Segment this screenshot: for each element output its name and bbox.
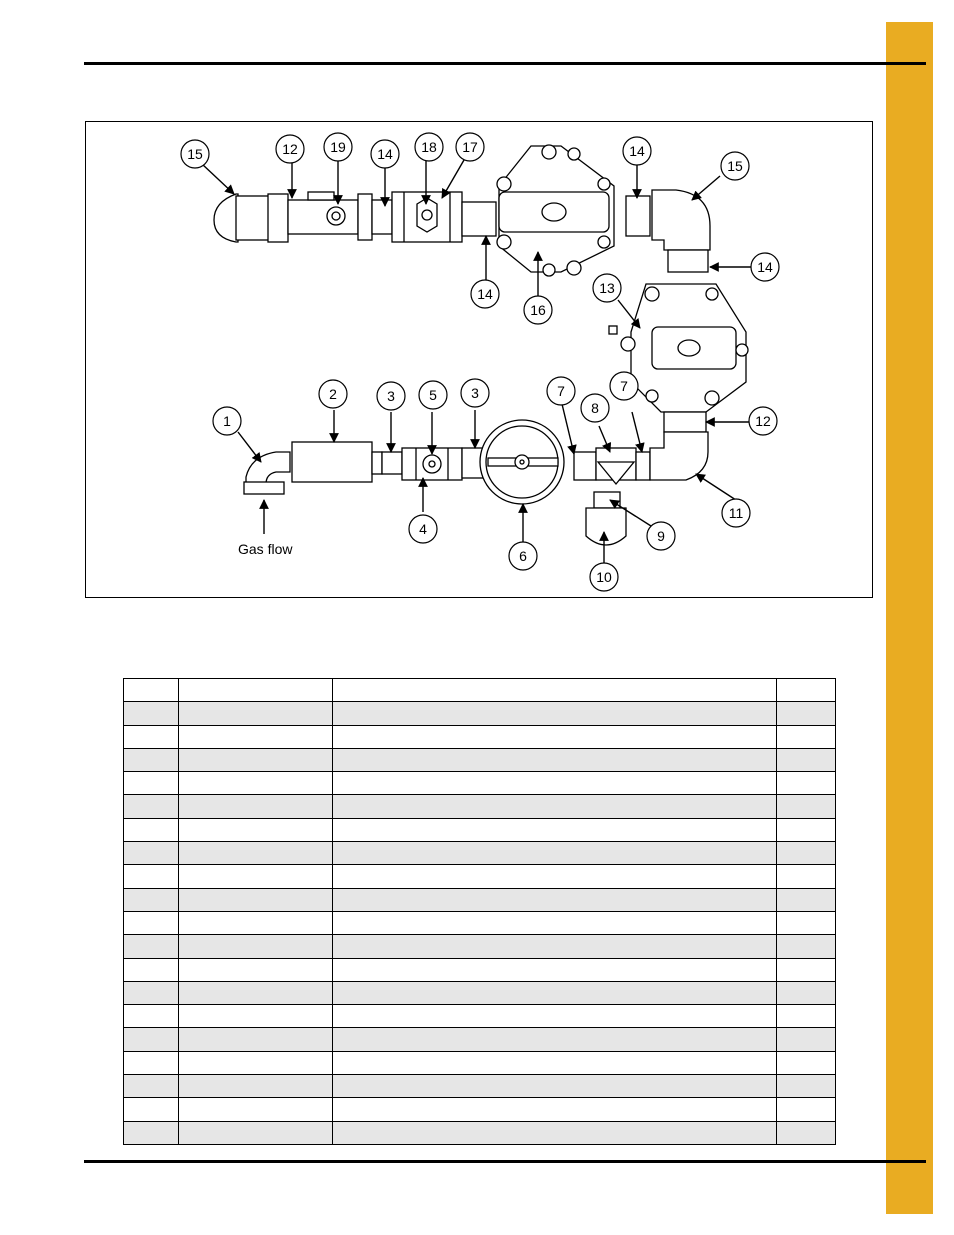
table-cell bbox=[124, 702, 179, 725]
table-cell bbox=[777, 935, 836, 958]
table-cell bbox=[124, 795, 179, 818]
table-row bbox=[124, 1051, 836, 1074]
table-cell bbox=[124, 981, 179, 1004]
table-cell bbox=[179, 725, 333, 748]
nipple-14-c bbox=[626, 196, 650, 236]
table-cell bbox=[124, 818, 179, 841]
table-cell bbox=[777, 958, 836, 981]
table-row bbox=[124, 1098, 836, 1121]
balloon-label: 4 bbox=[419, 521, 427, 537]
table-cell bbox=[179, 702, 333, 725]
gas-flow-label: Gas flow bbox=[238, 541, 293, 557]
elbow-15-left bbox=[214, 194, 238, 242]
balloon-label: 17 bbox=[462, 139, 478, 155]
table-cell bbox=[777, 772, 836, 795]
table-row bbox=[124, 818, 836, 841]
table-row bbox=[124, 981, 836, 1004]
table-cell bbox=[777, 1121, 836, 1144]
table-cell bbox=[777, 865, 836, 888]
table-cell bbox=[333, 818, 777, 841]
table-cell bbox=[179, 1005, 333, 1028]
table-cell bbox=[333, 772, 777, 795]
table-row bbox=[124, 795, 836, 818]
table-row bbox=[124, 888, 836, 911]
table-cell bbox=[777, 795, 836, 818]
table-cell bbox=[333, 911, 777, 934]
table-cell bbox=[777, 1098, 836, 1121]
elbow-11 bbox=[650, 432, 708, 480]
table-cell bbox=[179, 1051, 333, 1074]
table-cell bbox=[124, 1121, 179, 1144]
table-row bbox=[124, 842, 836, 865]
table-cell bbox=[777, 842, 836, 865]
table-row bbox=[124, 1075, 836, 1098]
table-row bbox=[124, 865, 836, 888]
table-cell bbox=[124, 865, 179, 888]
table-cell bbox=[179, 935, 333, 958]
header-cell bbox=[333, 679, 777, 702]
table-row bbox=[124, 935, 836, 958]
balloon-label: 19 bbox=[330, 139, 346, 155]
table-cell bbox=[333, 935, 777, 958]
table-row bbox=[124, 702, 836, 725]
table-cell bbox=[333, 1075, 777, 1098]
balloon-label: 8 bbox=[591, 400, 599, 416]
table-cell bbox=[124, 772, 179, 795]
table-row bbox=[124, 1005, 836, 1028]
nipple-14-b bbox=[462, 202, 496, 236]
balloon-label: 1 bbox=[223, 413, 231, 429]
table-cell bbox=[333, 1098, 777, 1121]
balloon-label: 12 bbox=[282, 141, 298, 157]
table-cell bbox=[333, 842, 777, 865]
table-header-row bbox=[124, 679, 836, 702]
balloon-label: 2 bbox=[329, 386, 337, 402]
table-cell bbox=[124, 1075, 179, 1098]
balloon-label: 5 bbox=[429, 387, 437, 403]
table-cell bbox=[124, 1051, 179, 1074]
table-cell bbox=[179, 842, 333, 865]
table-row bbox=[124, 772, 836, 795]
table-cell bbox=[333, 795, 777, 818]
section-side-tab bbox=[886, 22, 933, 1214]
balloon-label: 7 bbox=[620, 378, 628, 394]
table-cell bbox=[333, 981, 777, 1004]
balloon-label: 18 bbox=[421, 139, 437, 155]
nipple-7-b bbox=[636, 452, 650, 480]
table-cell bbox=[179, 1075, 333, 1098]
table-cell bbox=[179, 748, 333, 771]
table-cell bbox=[777, 818, 836, 841]
balloon-label: 14 bbox=[477, 286, 493, 302]
nipple-14-a bbox=[372, 200, 392, 234]
table-cell bbox=[777, 1075, 836, 1098]
table-cell bbox=[777, 1005, 836, 1028]
header-rule bbox=[84, 62, 926, 65]
balloon-label: 12 bbox=[755, 413, 771, 429]
table-cell bbox=[777, 725, 836, 748]
table-cell bbox=[124, 725, 179, 748]
table-row bbox=[124, 1028, 836, 1051]
ball-valve-19 bbox=[288, 200, 358, 234]
inlet-flange bbox=[244, 482, 284, 494]
header-cell bbox=[777, 679, 836, 702]
table-cell bbox=[333, 1051, 777, 1074]
table-cell bbox=[333, 702, 777, 725]
table-cell bbox=[333, 725, 777, 748]
table-cell bbox=[333, 1121, 777, 1144]
table-cell bbox=[179, 772, 333, 795]
balloon-label: 7 bbox=[557, 383, 565, 399]
table-cell bbox=[179, 911, 333, 934]
table-cell bbox=[124, 1005, 179, 1028]
balloon-label: 15 bbox=[727, 158, 743, 174]
table-cell bbox=[179, 795, 333, 818]
table-row bbox=[124, 1121, 836, 1144]
balloon-label: 9 bbox=[657, 528, 665, 544]
table-cell bbox=[179, 865, 333, 888]
table-cell bbox=[124, 748, 179, 771]
nipple-14-vertical bbox=[668, 250, 708, 272]
table-cell bbox=[333, 1028, 777, 1051]
balloon-label: 3 bbox=[387, 388, 395, 404]
gas-train-figure bbox=[85, 121, 873, 598]
elbow-1 bbox=[246, 452, 290, 484]
nipple-3-a bbox=[382, 452, 402, 474]
table-cell bbox=[333, 1005, 777, 1028]
parts-table bbox=[123, 678, 836, 1145]
table-cell bbox=[179, 1028, 333, 1051]
table-cell bbox=[777, 888, 836, 911]
table-cell bbox=[179, 1098, 333, 1121]
balloon-label: 10 bbox=[596, 569, 612, 585]
table-cell bbox=[333, 958, 777, 981]
elbow-15-right bbox=[652, 190, 710, 250]
balloon-label: 16 bbox=[530, 302, 546, 318]
balloon-label: 14 bbox=[629, 143, 645, 159]
table-row bbox=[124, 958, 836, 981]
filter-2 bbox=[292, 442, 372, 482]
table-cell bbox=[179, 958, 333, 981]
table-cell bbox=[179, 818, 333, 841]
table-row bbox=[124, 725, 836, 748]
table-cell bbox=[777, 1051, 836, 1074]
table-row bbox=[124, 748, 836, 771]
table-cell bbox=[179, 1121, 333, 1144]
table-cell bbox=[124, 1028, 179, 1051]
table-cell bbox=[124, 911, 179, 934]
table-cell bbox=[777, 1028, 836, 1051]
balloon-label: 14 bbox=[757, 259, 773, 275]
table-cell bbox=[179, 981, 333, 1004]
table-cell bbox=[777, 748, 836, 771]
balloon-label: 11 bbox=[728, 505, 744, 521]
table-cell bbox=[124, 935, 179, 958]
drip-leg-10 bbox=[586, 508, 626, 545]
header-cell bbox=[179, 679, 333, 702]
balloon-label: 13 bbox=[599, 280, 615, 296]
table-cell bbox=[333, 865, 777, 888]
table-cell bbox=[124, 1098, 179, 1121]
table-cell bbox=[179, 888, 333, 911]
table-cell bbox=[124, 958, 179, 981]
nipple-12-right bbox=[664, 412, 706, 432]
table-row bbox=[124, 911, 836, 934]
header-cell bbox=[124, 679, 179, 702]
balloon-label: 15 bbox=[187, 146, 203, 162]
balloon-label: 6 bbox=[519, 548, 527, 564]
balloon-label: 14 bbox=[377, 146, 393, 162]
table-cell bbox=[777, 911, 836, 934]
table-cell bbox=[124, 842, 179, 865]
footer-rule bbox=[84, 1160, 926, 1163]
balloon-label: 3 bbox=[471, 385, 479, 401]
table-cell bbox=[333, 748, 777, 771]
table-cell bbox=[777, 702, 836, 725]
reducer-9 bbox=[594, 492, 620, 508]
table-cell bbox=[124, 888, 179, 911]
table-cell bbox=[333, 888, 777, 911]
table-cell bbox=[777, 981, 836, 1004]
nipple-7-a bbox=[574, 452, 596, 480]
gas-train-diagram bbox=[86, 122, 874, 599]
